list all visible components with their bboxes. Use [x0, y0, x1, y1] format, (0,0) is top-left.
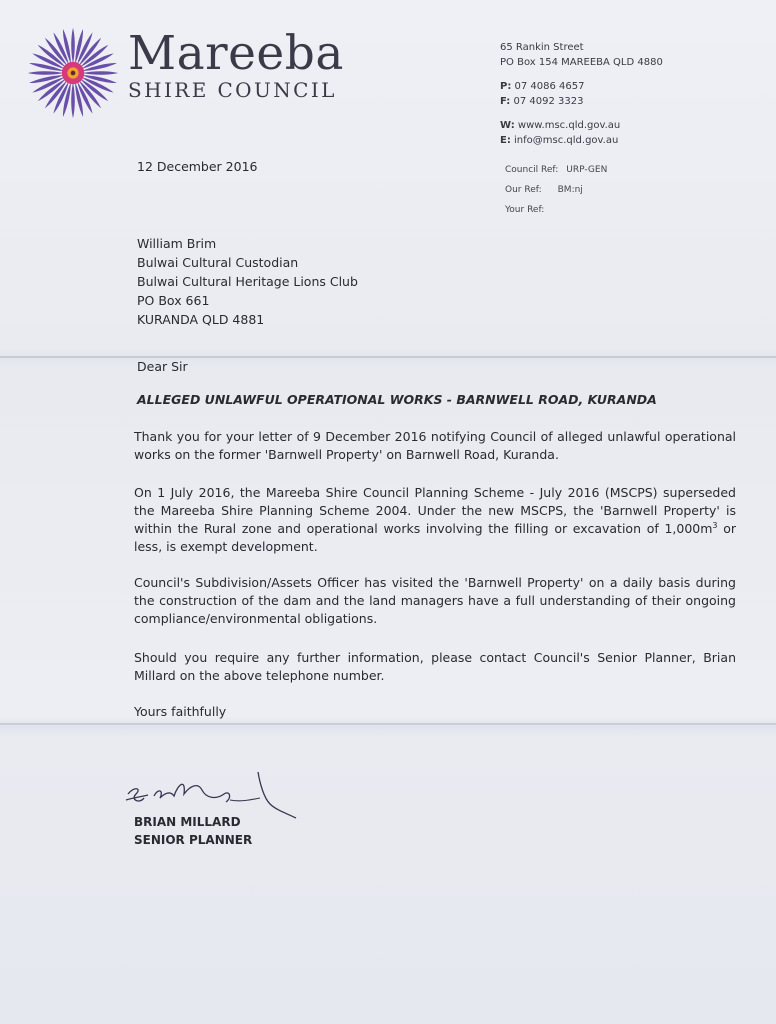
- org-name: Mareeba: [128, 26, 344, 81]
- body-paragraph: Thank you for your letter of 9 December 2016 notifying Council of alleged unlawful operational works on the former 'Barnwell Property' on Barnwell Road, Kuranda.: [134, 429, 736, 462]
- logo-petal: [82, 71, 118, 75]
- street-address: 65 Rankin Street: [500, 42, 584, 53]
- fax-number: 07 4092 3323: [513, 96, 584, 107]
- contact-block: [500, 40, 663, 148]
- your-ref: Your Ref:: [505, 205, 545, 215]
- reference-block: [505, 160, 607, 220]
- body-paragraph: Council's Subdivision/Assets Officer has visited the 'Barnwell Property' on a daily basis during the construction of the dam and the land managers have a full understanding of their ongoing compliance/environmental obligations.: [134, 575, 736, 626]
- paper-fold: [0, 356, 776, 358]
- subject-line: ALLEGED UNLAWFUL OPERATIONAL WORKS - BARNWELL ROAD, KURANDA: [137, 392, 657, 407]
- closing: Yours faithfully: [134, 704, 227, 719]
- recipient-line: Bulwai Cultural Heritage Lions Club: [137, 274, 358, 289]
- body-paragraph: Should you require any further information, please contact Council's Senior Planner, Brian Millard on the above telephone number.: [134, 650, 736, 683]
- salutation: Dear Sir: [137, 359, 188, 374]
- recipient-line: PO Box 661: [137, 293, 210, 308]
- logo-petal: [71, 28, 75, 64]
- our-ref: Our Ref: BM:nj: [505, 185, 583, 195]
- po-box-address: PO Box 154 MAREEBA QLD 4880: [500, 57, 663, 68]
- email-address: info@msc.qld.gov.au: [514, 135, 619, 146]
- flower-logo-icon: [26, 26, 120, 120]
- council-ref: Council Ref: URP-GEN: [505, 165, 608, 175]
- email-line: E: info@msc.qld.gov.au: [500, 135, 619, 146]
- logo-petal: [28, 71, 64, 75]
- signer-title: SENIOR PLANNER: [134, 833, 253, 847]
- web-address: www.msc.qld.gov.au: [517, 120, 621, 131]
- recipient-line: KURANDA QLD 4881: [137, 312, 265, 327]
- recipient-name: William Brim: [137, 236, 217, 251]
- body-paragraph: On 1 July 2016, the Mareeba Shire Council Planning Scheme - July 2016 (MSCPS) superseded the Mareeba Shire Planning Scheme 2004. Under the new MSCPS, the 'Barnwell Property' is within the Rural zone and operational works involving the filling or excavation of $1,000m^3$ or less, is exempt development.: [134, 485, 737, 554]
- org-subtitle: SHIRE COUNCIL: [128, 78, 337, 102]
- fax-line: F: 07 4092 3323: [500, 96, 584, 107]
- letter-date: 12 December 2016: [137, 159, 258, 174]
- signer-name: BRIAN MILLARD: [134, 815, 241, 829]
- web-line: W: www.msc.qld.gov.au: [500, 120, 621, 131]
- paper-fold: [0, 723, 776, 725]
- recipient-line: Bulwai Cultural Custodian: [137, 255, 299, 270]
- phone-number: 07 4086 4657: [514, 81, 585, 92]
- recipient-address: [137, 234, 358, 329]
- logo-petal: [71, 82, 75, 118]
- phone-line: P: 07 4086 4657: [500, 81, 585, 92]
